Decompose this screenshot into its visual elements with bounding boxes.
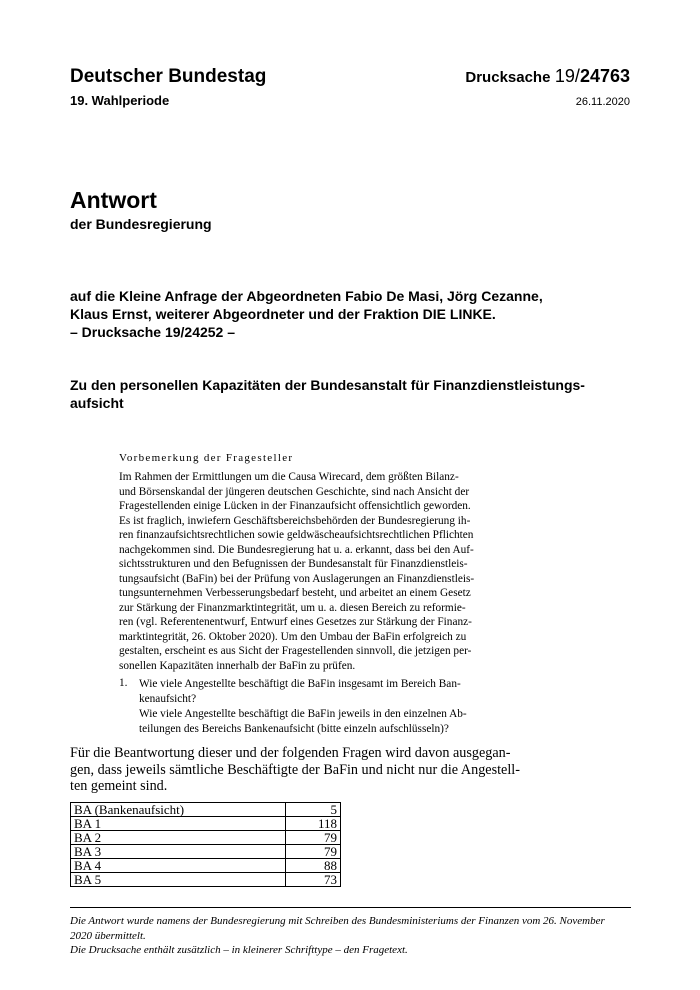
topic-line: Zu den personellen Kapazitäten der Bundesanstalt für Finanzdienstleistungs- bbox=[70, 377, 585, 393]
preliminary-remark-text bbox=[119, 470, 631, 673]
remark-line: sichtsstrukturen und den Befugnissen der Bundesanstalt für Finanzdienstleis- bbox=[119, 558, 468, 570]
remark-line: ren (vgl. Referentenentwurf, Entwurf eines Gesetzes zur Stärkung der Finanz- bbox=[119, 616, 472, 628]
department-cell: BA 4 bbox=[71, 859, 286, 873]
table-row bbox=[71, 803, 341, 817]
staff-count-cell: 5 bbox=[286, 803, 341, 817]
anfrage-reference bbox=[70, 287, 630, 341]
remark-line: Im Rahmen der Ermittlungen um die Causa Wirecard, dem größten Bilanz- bbox=[119, 471, 459, 483]
staff-count-cell: 79 bbox=[286, 845, 341, 859]
answer-line: gen, dass jeweils sämtliche Beschäftigte der BaFin und nicht nur die Angestell- bbox=[70, 761, 520, 778]
drucksache-label: Drucksache bbox=[465, 69, 551, 86]
answer-line: ten gemeint sind. bbox=[70, 778, 168, 794]
document-date: 26.11.2020 bbox=[575, 96, 630, 108]
wahlperiode: 19. Wahlperiode bbox=[70, 93, 170, 108]
question-number: 1. bbox=[119, 677, 128, 689]
document-subtitle: der Bundesregierung bbox=[70, 216, 212, 232]
staff-count-cell: 88 bbox=[286, 859, 341, 873]
staff-count-cell: 79 bbox=[286, 831, 341, 845]
department-cell: BA 3 bbox=[71, 845, 286, 859]
remark-line: tungsunternehmen Verbesserungsbedarf besteht, und arbeitet an einem Gesetz bbox=[119, 587, 471, 599]
remark-line: tungsaufsicht (BaFin) bei der Prüfung von Auslagerungen an Finanzdienstleis- bbox=[119, 572, 475, 585]
question-sub-line: teilungen des Bereichs Bankenaufsicht (bitte einzeln aufschlüsseln)? bbox=[139, 722, 449, 735]
topic-line: aufsicht bbox=[70, 395, 124, 411]
topic-heading bbox=[70, 376, 630, 412]
table-row bbox=[71, 817, 341, 831]
table-row bbox=[71, 873, 341, 887]
anfrage-line: Klaus Ernst, weiterer Abgeordneter und der Fraktion DIE LINKE. bbox=[70, 306, 496, 322]
remark-line: Fragestellenden einige Lücken in der Finanzaufsicht offensichtlich geworden. bbox=[119, 500, 471, 512]
answer-text bbox=[70, 745, 520, 795]
remark-line: ren finanzaufsichtsrechtlichen sowie geldwäscheaufsichtsrechtlichen Pflichten bbox=[119, 529, 474, 541]
table-row bbox=[71, 831, 341, 845]
staff-table bbox=[70, 802, 341, 887]
remark-line: und Börsenskandal der jüngeren deutschen Geschichte, sind nach Ansicht der bbox=[119, 485, 470, 498]
remark-line: marktintegrität, 26. Oktober 2020). Um den Umbau der BaFin erfolgreich zu bbox=[119, 630, 467, 643]
document-title: Antwort bbox=[70, 187, 157, 213]
footer-notes bbox=[70, 914, 632, 958]
drucksache-number bbox=[465, 66, 630, 87]
anfrage-line: auf die Kleine Anfrage der Abgeordneten Fabio De Masi, Jörg Cezanne, bbox=[70, 288, 543, 304]
staff-count-cell: 118 bbox=[286, 817, 341, 831]
footer-divider bbox=[70, 907, 631, 908]
table-row bbox=[71, 845, 341, 859]
footer-line: 2020 übermittelt. bbox=[70, 929, 146, 942]
institution-title: Deutscher Bundestag bbox=[70, 66, 267, 87]
remark-line: Es ist fraglich, inwiefern Geschäftsbereichsbehörden der Bundesregierung ih- bbox=[119, 514, 471, 527]
department-cell: BA 5 bbox=[71, 873, 286, 887]
footer-line: Die Antwort wurde namens der Bundesregierung mit Schreiben des Bundesministeriums der Finanzen vom 26. November bbox=[70, 915, 605, 927]
department-cell: BA (Bankenaufsicht) bbox=[71, 803, 286, 817]
department-cell: BA 1 bbox=[71, 817, 286, 831]
drucksache-main-number: 24763 bbox=[579, 66, 630, 86]
answer-line: Für die Beantwortung dieser und der folgenden Fragen wird davon ausgegan- bbox=[70, 745, 511, 761]
question-line: kenaufsicht? bbox=[139, 692, 197, 705]
table-row bbox=[71, 859, 341, 873]
department-cell: BA 2 bbox=[71, 831, 286, 845]
remark-line: nachgekommen sind. Die Bundesregierung hat u. a. erkannt, dass bei den Auf- bbox=[119, 543, 474, 556]
drucksache-prefix: 19/ bbox=[554, 66, 580, 86]
remark-line: zur Stärkung der Finanzmarktintegrität, um u. a. diesen Bereich zu reformie- bbox=[119, 601, 466, 614]
anfrage-line: – Drucksache 19/24252 – bbox=[70, 324, 236, 340]
staff-count-cell: 73 bbox=[286, 873, 341, 887]
question-line: Wie viele Angestellte beschäftigt die BaFin insgesamt im Bereich Ban- bbox=[139, 678, 461, 690]
remark-line: gestalten, erscheint es aus Sicht der Fragestellenden sinnvoll, die jetzigen per- bbox=[119, 645, 472, 657]
question-subtext bbox=[139, 707, 631, 736]
preliminary-remark-title: Vorbemerkung der Fragesteller bbox=[119, 452, 294, 464]
remark-line: sonellen Kapazitäten innerhalb der BaFin zu prüfen. bbox=[119, 659, 356, 672]
question-sub-line: Wie viele Angestellte beschäftigt die BaFin jeweils in den einzelnen Ab- bbox=[139, 708, 467, 720]
footer-line: Die Drucksache enthält zusätzlich – in kleinerer Schrifttype – den Fragetext. bbox=[70, 944, 408, 956]
question-text bbox=[139, 677, 631, 706]
